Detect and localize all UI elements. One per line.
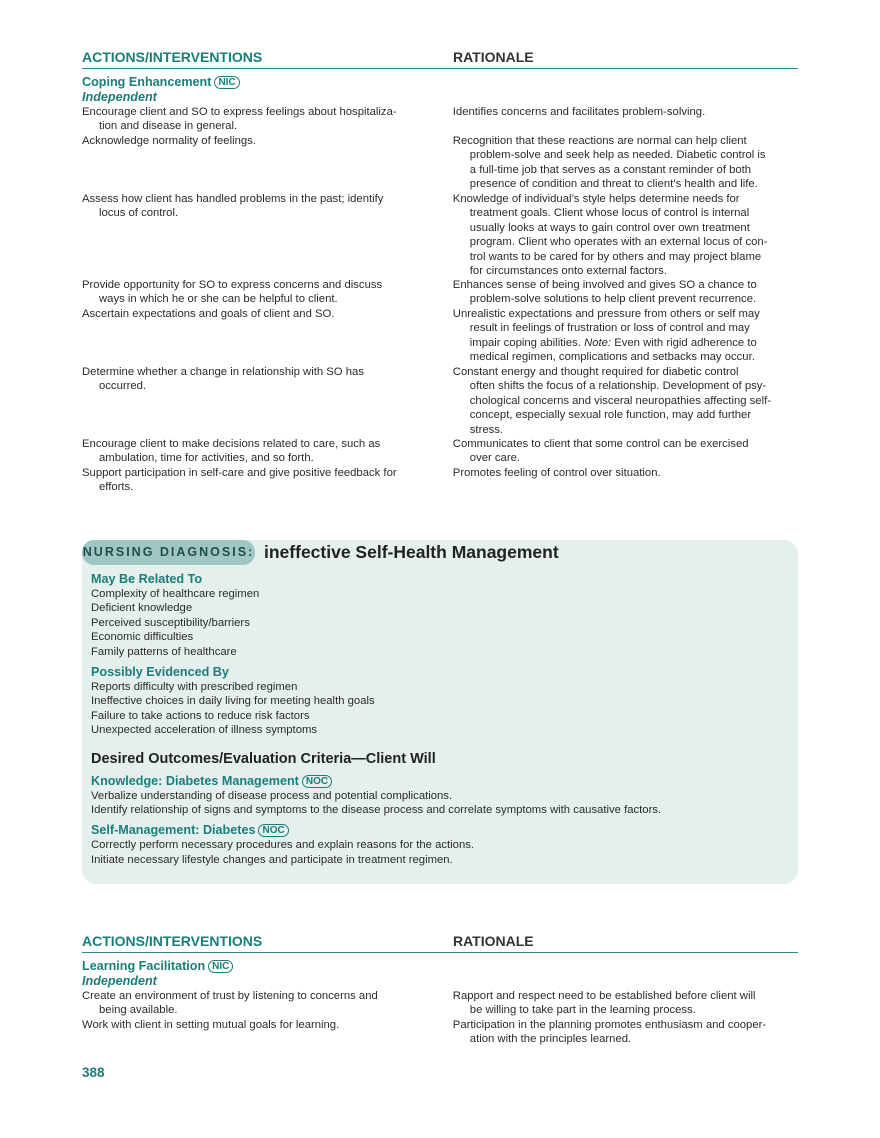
- selfmgmt-heading-text: Self-Management: Diabetes: [91, 823, 256, 838]
- action-text: Acknowledge normality of feelings.: [82, 135, 256, 147]
- table-row: [82, 192, 798, 278]
- nic-tag: NIC: [214, 76, 239, 89]
- list-item: Identify relationship of signs and symptoms to the disease process and correlate symptoms with causative factors.: [91, 804, 662, 817]
- list-item: Economic difficulties: [91, 631, 194, 644]
- list-item: Family patterns of healthcare: [91, 645, 237, 658]
- rationale-text: Constant energy and thought required for diabetic control often shifts the focus of a relationship. Development of psy- chological concerns and visceral neuropathies affecting self- concept, especially sexual role function, may add further stress.: [452, 366, 771, 436]
- rationale-text: Communicates to client that some control can be exercised over care.: [452, 438, 749, 465]
- rationale-text: Promotes feeling of control over situation.: [452, 467, 661, 479]
- action-text: Encourage client and SO to express feelings about hospitaliza- tion and disease in general.: [82, 106, 397, 133]
- rationale-part: Even with rigid adherence to medical regimen, complications and setbacks may occur.: [469, 336, 757, 364]
- subheading-coping: [82, 75, 798, 90]
- evidenced-list: [91, 680, 791, 738]
- header-rationale: RATIONALE: [453, 49, 534, 65]
- table-header: [82, 932, 798, 953]
- outcomes-heading: Desired Outcomes/Evaluation Criteria—Client Will: [91, 750, 436, 767]
- rationale-text: Recognition that these reactions are normal can help client problem-solve and seek help as needed. Diabetic control is a full-time job that serves as a constant reminder of both presence of condition and threat to client’s health and life.: [452, 135, 766, 191]
- related-heading: May Be Related To: [91, 572, 203, 586]
- action-text: Ascertain expectations and goals of client and SO.: [82, 308, 335, 320]
- section-learning: [82, 932, 798, 1047]
- rationale-part: Unrealistic expectations and pressure from others or self may result in feelings of frustration or loss of control and may impair coping abilities.: [452, 308, 760, 349]
- table-header: [82, 48, 798, 69]
- list-item: Initiate necessary lifestyle changes and participate in treatment regimen.: [91, 853, 453, 866]
- rationale-text: [453, 307, 798, 365]
- knowledge-heading-text: Knowledge: Diabetes Management: [91, 773, 299, 788]
- action-text: Provide opportunity for SO to express concerns and discuss ways in which he or she can be helpful to client.: [82, 279, 383, 306]
- table-row: [82, 278, 798, 307]
- related-list: [91, 587, 791, 659]
- table-row: [82, 989, 798, 1018]
- list-item: Ineffective choices in daily living for meeting health goals: [91, 695, 375, 708]
- action-text: Create an environment of trust by listening to concerns and being available.: [82, 990, 378, 1017]
- diagnosis-label: NURSING DIAGNOSIS:: [82, 540, 255, 565]
- list-item: Reports difficulty with prescribed regimen: [91, 681, 298, 694]
- nic-tag: NIC: [208, 960, 233, 973]
- selfmgmt-heading: [91, 823, 791, 838]
- table-row: [82, 134, 798, 192]
- action-text: Work with client in setting mutual goals for learning.: [82, 1019, 340, 1031]
- noc-tag: NOC: [302, 775, 332, 788]
- table-row: [82, 466, 798, 495]
- subheading-text: Learning Facilitation: [82, 959, 206, 973]
- action-text: Support participation in self-care and give positive feedback for efforts.: [82, 467, 397, 494]
- knowledge-list: [91, 789, 791, 818]
- list-item: Unexpected acceleration of illness symptoms: [91, 724, 318, 737]
- section-coping: [82, 48, 798, 495]
- header-actions: ACTIONS/INTERVENTIONS: [82, 49, 263, 65]
- evidenced-heading: Possibly Evidenced By: [91, 665, 229, 680]
- action-text: Assess how client has handled problems in the past; identify locus of control.: [82, 193, 384, 220]
- noc-tag: NOC: [258, 824, 288, 837]
- independent-label: Independent: [82, 90, 157, 104]
- list-item: Verbalize understanding of disease process and potential complications.: [91, 789, 453, 802]
- list-item: Complexity of healthcare regimen: [91, 588, 260, 600]
- selfmgmt-list: [91, 838, 791, 867]
- action-text: Determine whether a change in relationship with SO has occurred.: [82, 366, 364, 393]
- rationale-note: Note:: [584, 336, 612, 349]
- header-actions: ACTIONS/INTERVENTIONS: [82, 933, 263, 949]
- list-item: Correctly perform necessary procedures and explain reasons for the actions.: [91, 839, 475, 852]
- action-text: Encourage client to make decisions related to care, such as ambulation, time for activities, and so forth.: [82, 438, 381, 465]
- rationale-text: Knowledge of individual’s style helps determine needs for treatment goals. Client whose locus of control is internal usually looks at ways to gain control over own treatment program. Client who operates with an external locus of con- trol wants to be cared for by others and may project blame for circumstances onto external factors.: [452, 193, 768, 278]
- diagnosis-title: ineffective Self-Health Management: [264, 542, 559, 562]
- independent-label: Independent: [82, 974, 157, 988]
- table-row: [82, 437, 798, 466]
- list-item: Deficient knowledge: [91, 602, 193, 615]
- subheading-text: Coping Enhancement: [82, 75, 212, 89]
- rationale-text: Rapport and respect need to be established before client will be willing to take part in the learning process.: [452, 990, 756, 1017]
- table-row: [82, 105, 798, 134]
- page-number: 388: [82, 1065, 105, 1080]
- rationale-text: Enhances sense of being involved and gives SO a chance to problem-solve solutions to help client prevent recurrence.: [452, 279, 757, 306]
- knowledge-heading: [91, 774, 791, 789]
- subheading-learning: [82, 959, 798, 974]
- table-row: [82, 307, 798, 365]
- diagnosis-content: [91, 572, 791, 867]
- table-row: [82, 365, 798, 437]
- list-item: Perceived susceptibility/barriers: [91, 616, 250, 629]
- rationale-text: Identifies concerns and facilitates problem-solving.: [452, 106, 706, 118]
- list-item: Failure to take actions to reduce risk factors: [91, 709, 310, 722]
- header-rationale: RATIONALE: [453, 933, 534, 949]
- rationale-text: Participation in the planning promotes enthusiasm and cooper- ation with the principles learned.: [452, 1019, 767, 1046]
- table-row: [82, 1018, 798, 1047]
